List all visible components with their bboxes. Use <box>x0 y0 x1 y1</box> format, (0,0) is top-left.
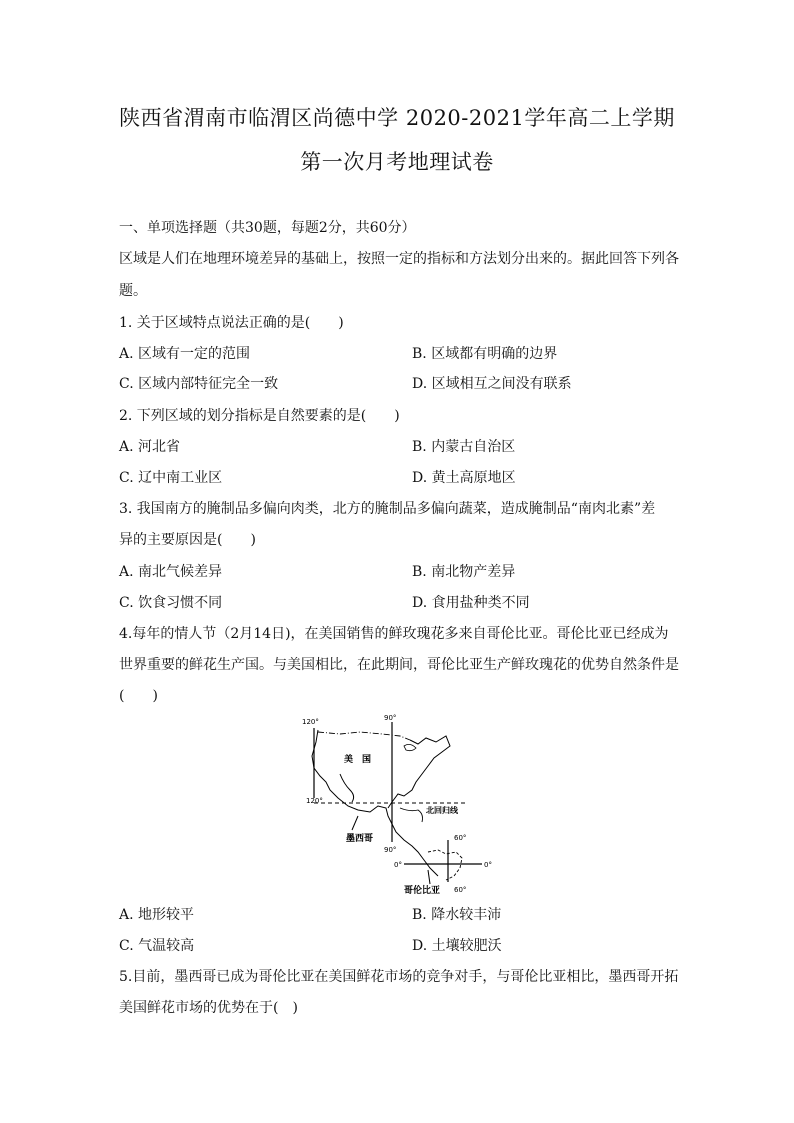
great-lakes <box>404 744 416 750</box>
intro-line-1: 区域是人们在地理环境差异的基础上，按照一定的指标和方法划分出来的。据此回答下列各 <box>119 251 679 267</box>
question-4-option-a: A. 地形较平 <box>119 907 195 923</box>
question-3-stem-line-2: 异的主要原因是( ) <box>119 532 256 548</box>
label-60w-bottom: 60° <box>454 886 467 894</box>
label-usa: 美 国 <box>344 755 372 765</box>
question-5-stem-line-2: 美国鲜花市场的优势在于( ) <box>119 1000 298 1016</box>
question-1-option-a: A. 区域有一定的范围 <box>119 346 251 362</box>
exam-title-line1: 陕西省渭南市临渭区尚德中学 2020-2021学年高二上学期 <box>119 106 675 130</box>
mexico-pointer <box>352 816 358 830</box>
question-3-option-a: A. 南北气候差异 <box>119 564 223 580</box>
question-2-option-a: A. 河北省 <box>119 439 181 455</box>
question-4-option-d: D. 土壤较肥沃 <box>412 938 502 954</box>
question-1-option-c: C. 区域内部特征完全一致 <box>119 376 279 392</box>
question-1-option-b: B. 区域都有明确的边界 <box>412 346 558 362</box>
intro-line-2: 题。 <box>119 283 147 299</box>
label-120w-top: 120° <box>302 718 319 726</box>
question-2-option-c: C. 辽中南工业区 <box>119 470 223 486</box>
question-3-option-c: C. 饮食习惯不同 <box>119 595 223 611</box>
question-4-stem-line-1: 4.每年的情人节（2月14日)，在美国销售的鲜玫瑰花多来自哥伦比亚。哥伦比亚已经成为 <box>119 626 669 642</box>
question-2-stem: 2. 下列区域的划分指标是自然要素的是( ) <box>119 408 400 424</box>
us-canada-border <box>318 732 410 740</box>
atlantic-coastline <box>388 736 450 808</box>
question-3-stem-line-1: 3. 我国南方的腌制品多偏向肉类，北方的腌制品多偏向蔬菜，造成腌制品“南肉北素”差 <box>119 501 656 517</box>
label-colombia: 哥伦比亚 <box>404 886 441 896</box>
question-3-option-b: B. 南北物产差异 <box>412 564 516 580</box>
question-4-option-c: C. 气温较高 <box>119 938 195 954</box>
label-mexico: 墨西哥 <box>346 834 374 844</box>
question-2-option-b: B. 内蒙古自治区 <box>412 439 516 455</box>
label-90w-mid: 90° <box>384 846 397 854</box>
question-4-option-b: B. 降水较丰沛 <box>412 907 502 923</box>
question-4-stem-line-3: ( ) <box>119 688 158 704</box>
colombia-pointer <box>428 870 430 884</box>
exam-title-line2: 第一次月考地理试卷 <box>300 150 494 174</box>
baja-peninsula <box>340 774 354 802</box>
question-3-option-d: D. 食用盐种类不同 <box>412 595 530 611</box>
question-5-stem-line-1: 5.目前，墨西哥已成为哥伦比亚在美国鲜花市场的竞争对手，与哥伦比亚相比，墨西哥开拓 <box>119 969 679 985</box>
question-1-option-d: D. 区域相互之间没有联系 <box>412 376 572 392</box>
question-2-option-d: D. 黄土高原地区 <box>412 470 516 486</box>
label-tropic-of-cancer: 北回归线 <box>426 806 458 815</box>
label-equator-left: 0° <box>394 861 402 869</box>
label-equator-right: 0° <box>484 861 492 869</box>
question-4-stem-line-2: 世界重要的鲜花生产国。与美国相比，在此期间，哥伦比亚生产鲜玫瑰花的优势自然条件是 <box>119 657 679 673</box>
question-1-stem: 1. 关于区域特点说法正确的是( ) <box>119 315 344 331</box>
label-60w-top: 60° <box>454 834 467 842</box>
label-90w-top: 90° <box>384 714 397 722</box>
colombia-border <box>428 850 462 880</box>
americas-map-figure <box>300 712 496 896</box>
caribbean-islands <box>400 808 423 822</box>
section-heading: 一、单项选择题（共30题，每题2分，共60分） <box>119 220 416 236</box>
label-120w-mid: 120° <box>306 797 323 805</box>
